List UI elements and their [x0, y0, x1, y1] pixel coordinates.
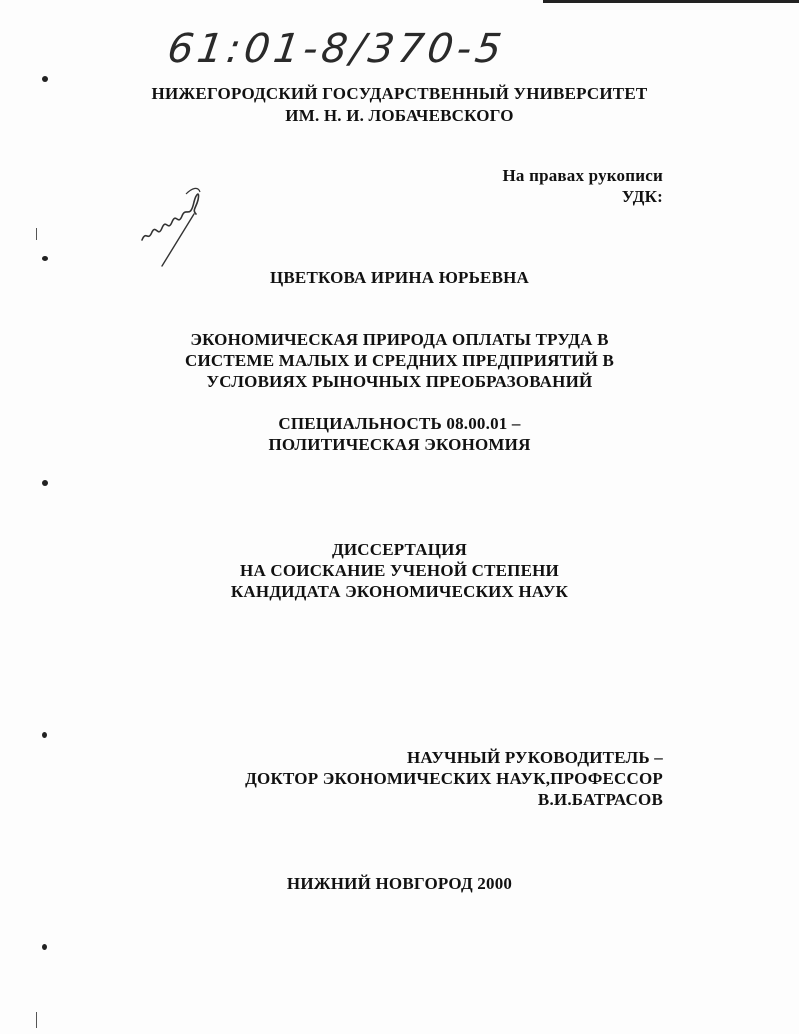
supervisor-degree-line: ДОКТОР ЭКОНОМИЧЕСКИХ НАУК,ПРОФЕССОР	[245, 769, 663, 788]
dissertation-line3: КАНДИДАТА ЭКОНОМИЧЕСКИХ НАУК	[230, 582, 569, 601]
scan-speck	[42, 732, 47, 738]
scan-speck	[42, 256, 48, 261]
dissertation-line1: ДИССЕРТАЦИЯ	[331, 540, 468, 559]
udk-label: УДК:	[621, 187, 663, 206]
title-line1: ЭКОНОМИЧЕСКАЯ ПРИРОДА ОПЛАТЫ ТРУДА В	[190, 330, 609, 349]
university-name-line1: НИЖЕГОРОДСКИЙ ГОСУДАРСТВЕННЫЙ УНИВЕРСИТЕТ	[151, 84, 648, 103]
author-name: ЦВЕТКОВА ИРИНА ЮРЬЕВНА	[269, 268, 530, 287]
manuscript-rights-label: На правах рукописи	[502, 166, 663, 185]
scan-speck	[42, 944, 47, 950]
title-line2: СИСТЕМЕ МАЛЫХ И СРЕДНИХ ПРЕДПРИЯТИЙ В	[185, 351, 614, 370]
supervisor-title-line: НАУЧНЫЙ РУКОВОДИТЕЛЬ –	[406, 748, 663, 767]
scan-speck	[42, 480, 48, 486]
margin-tick	[36, 1012, 37, 1028]
scan-speck	[42, 76, 48, 82]
title-line3: УСЛОВИЯХ РЫНОЧНЫХ ПРЕОБРАЗОВАНИЙ	[206, 372, 593, 391]
supervisor-name: В.И.БАТРАСОВ	[537, 790, 663, 809]
city-year: НИЖНИЙ НОВГОРОД 2000	[286, 874, 513, 893]
archive-number-handwritten: 61:01-8/370-5	[164, 26, 509, 72]
margin-tick	[36, 228, 37, 240]
top-border-rule	[543, 0, 799, 3]
dissertation-line2: НА СОИСКАНИЕ УЧЕНОЙ СТЕПЕНИ	[240, 561, 559, 580]
specialty-line1: СПЕЦИАЛЬНОСТЬ 08.00.01 –	[278, 414, 521, 433]
university-name-line2: ИМ. Н. И. ЛОБАЧЕВСКОГО	[285, 106, 514, 125]
specialty-line2: ПОЛИТИЧЕСКАЯ ЭКОНОМИЯ	[268, 435, 531, 454]
signature-icon	[138, 180, 218, 270]
